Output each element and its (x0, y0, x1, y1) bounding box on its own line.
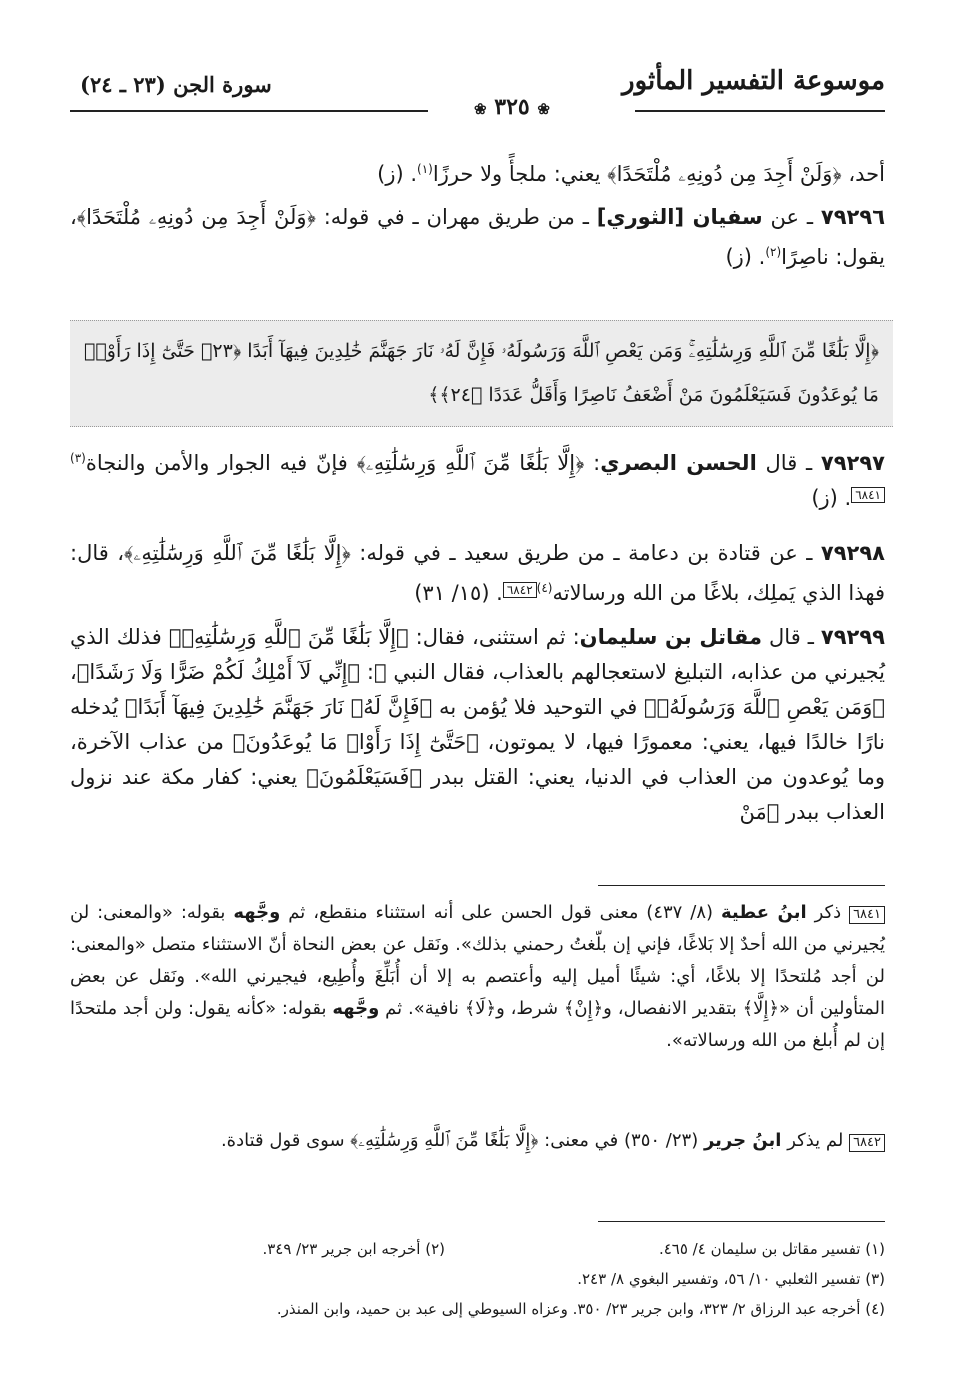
scholar-name: ابنُ جرير (703, 1130, 782, 1151)
narration-text-end: . (١٥/ ٣١) (414, 581, 503, 605)
note-text: لم يذكر (781, 1130, 850, 1151)
footnote-4: (٤) أخرجه عبد الرزاق ٢/ ٣٢٣، وابن جرير ٢٣/ ٣٥٠. وعزاه السيوطي إلى عبد بن حميد، وابن المنذر. (276, 1300, 885, 1318)
narration-text: ـ قال (756, 451, 821, 475)
narration-number: ٧٩٢٩٩ (820, 625, 885, 649)
editor-note-ref: ٦٨٤١ (851, 487, 885, 503)
footnote-row-2 (70, 1267, 885, 1291)
header-rule-right (635, 110, 885, 112)
narration-text-end: . (ز) (811, 486, 852, 510)
footnote-marker: (٣) (70, 451, 86, 465)
narrator-name: سفيان [الثوري] (596, 205, 763, 229)
footnote-3: (٣) تفسير الثعلبي ١٠/ ٥٦، وتفسير البغوي ٨/ ٢٤٣. (577, 1270, 885, 1288)
paragraph-text-end: . (ز) (377, 162, 418, 186)
narration-79296 (70, 200, 885, 275)
notes-separator (598, 885, 885, 886)
page-number: ٣٢٥ (494, 94, 530, 120)
header-rule-left (70, 110, 428, 112)
narration-number: ٧٩٢٩٨ (820, 541, 885, 565)
footnote-marker: (٢) (765, 245, 782, 259)
book-title: موسوعة التفسير المأثور (622, 66, 885, 96)
narration-number: ٧٩٢٩٦ (820, 205, 886, 229)
note-text: ذكر (806, 902, 850, 923)
narration-text: ـ من طريق مهران ـ في قوله: ﴿وَلَنْ أَجِدَ مِن دُونِهِۦ مُلْتَحَدًا﴾، يقول: ناصِرًا (70, 205, 885, 269)
editor-note-id: ٦٨٤١ (849, 906, 885, 924)
note-text: بقوله: «كأنه يقول: ولن أجد ملتحدًا إن لم أُبلغ من الله ورسالاته». (70, 998, 885, 1051)
narration-text: : ﴿إِلَّا بَلَٰغًا مِّنَ ٱللَّهِ وَرِسَٰلَٰتِهِۦ﴾ فإنّ فيه الجوار والأمن والنجاة (85, 451, 601, 475)
editor-note-6841 (70, 897, 885, 1057)
quran-verse-text: ﴿إِلَّا بَلَٰغًا مِّنَ ٱللَّهِ وَرِسَٰلَٰتِهِۦۚ وَمَن يَعْصِ ٱللَّهَ وَرَسُولَهُۥ فَإِنَّ لَهُۥ نَارَ جَهَنَّمَ خَٰلِدِينَ فِيهَآ أَبَدًا ﴿٢٣﴾ حَتَّىٰٓ إِذَا رَأَوْا۟ مَا يُوعَدُونَ فَسَيَعْلَمُونَ مَنْ أَضْعَفُ نَاصِرًا وَأَقَلُّ عَدَدًا ﴿٢٤﴾﴾ (84, 340, 879, 406)
paragraph-text: أحد، ﴿وَلَنْ أَجِدَ مِن دُونِهِۦ مُلْتَحَدًا﴾ يعني: ملجأً ولا حرزًا (432, 162, 885, 186)
footnote-row-3 (70, 1297, 885, 1321)
page-ornament-right: ❀ (537, 100, 550, 118)
footnote-1: (١) تفسير مقاتل بن سليمان ٤/ ٤٦٥. (658, 1240, 885, 1258)
narration-text: ـ قال (762, 625, 821, 649)
note-text: (٢٣/ ٣٥٠) في معنى: ﴿إِلَّا بَلَٰغًا مِّنَ ٱللَّهِ وَرِسَٰلَٰتِهِۦ﴾ سوى قول قتادة. (220, 1130, 704, 1151)
narrator-name: الحسن البصري (600, 451, 757, 475)
note-text: بقوله: «والمعنى: لن يُجيرني من الله أحدٌ إلا بَلاغًا، فإني إن بلّغتُ رحمني بذلك». ونَقل عن بعض النحاة أنّ الاستثناء متصل «والمعنى: لن أجد مُلتحدًا إلا بلاغًا، أي: شيئًا أميل إليه وأعتصم به إلا أن أُبَلِّغَ وأُطِيع، فيجيرني الله». ونَقل عن بعض المتأولين أن «﴿إِلَّا﴾ بتقدير الانفصال، و﴿إِنْ﴾ شرط، و﴿لَا﴾ نافية». ثم (70, 902, 885, 1019)
paragraph-continuation (70, 152, 885, 192)
editor-note-id: ٦٨٤٢ (849, 1134, 885, 1152)
scholar-name: ابنُ عطية (720, 902, 807, 923)
editor-note-ref: ٦٨٤٢ (503, 582, 537, 598)
narrator-name: مقاتل بن سليمان (579, 625, 763, 649)
narration-text: ـ عن قتادة بن دعامة ـ من طريق سعيد ـ في قوله: ﴿إِلَّا بَلَٰغًا مِّنَ ٱللَّهِ وَرِسَٰلَٰتِهِۦ﴾، قال: فهذا الذي يَملِك، بلاغًا من الله ورسالاته (70, 541, 885, 605)
narration-number: ٧٩٢٩٧ (820, 451, 885, 475)
page-ornament-left: ❀ (474, 100, 487, 118)
surah-title: سورة الجن (٢٣ ـ ٢٤) (80, 72, 272, 97)
footnote-2: (٢) أخرجه ابن جرير ٢٣/ ٣٤٩. (262, 1240, 445, 1258)
narration-79299 (70, 620, 885, 830)
editor-note-6842 (70, 1125, 885, 1157)
narration-text: : ثم استثنى، فقال: ﴿إِلَّا بَلَٰغًا مِّنَ ٱللَّهِ وَرِسَٰلَٰتِهِۦ﴾ فذلك الذي يُجيرني من عذابه، التبليغ لاستعجالهم بالعذاب، فقال النبي ﷺ: ﴿إِنِّي لَآ أَمْلِكُ لَكُمْ ضَرًّا وَلَا رَشَدًا﴾، ﴿وَمَن يَعْصِ ٱللَّهَ وَرَسُولَهُۥ﴾ في التوحيد فلا يُؤمن به ﴿فَإِنَّ لَهُۥ نَارَ جَهَنَّمَ خَٰلِدِينَ فِيهَآ أَبَدًا﴾ يُدخله نارًا خالدًا فيها، يعني: معمورًا فيها، لا يموتون، ﴿حَتَّىٰٓ إِذَا رَأَوْا۟ مَا يُوعَدُونَ﴾ من عذاب الآخرة، وما يُوعدون من العذاب في الدنيا، يعني: القتل ببدر ﴿فَسَيَعْلَمُونَ﴾ يعني: كفار مكة عند نزول العذاب ببدر ﴿مَنْ (70, 625, 885, 824)
quran-verse-box (70, 320, 893, 427)
narration-79297 (70, 441, 885, 516)
footnote-marker: (١) (417, 162, 433, 176)
narration-text-end: . (ز) (725, 245, 766, 269)
narration-79298 (70, 536, 885, 611)
narration-text: ـ عن (762, 205, 821, 229)
note-text: (٨/ ٤٣٧) معنى قول الحسن على أنه استثناء منقطع، ثم (280, 902, 721, 923)
footnotes-separator (598, 1221, 885, 1222)
footnote-row-1 (70, 1237, 885, 1261)
footnote-marker: (٤) (536, 581, 553, 595)
note-verb: وجَّهه (233, 902, 281, 923)
running-header (70, 66, 885, 122)
page-number-group (422, 94, 602, 120)
note-verb: وجَّهه (332, 998, 380, 1019)
